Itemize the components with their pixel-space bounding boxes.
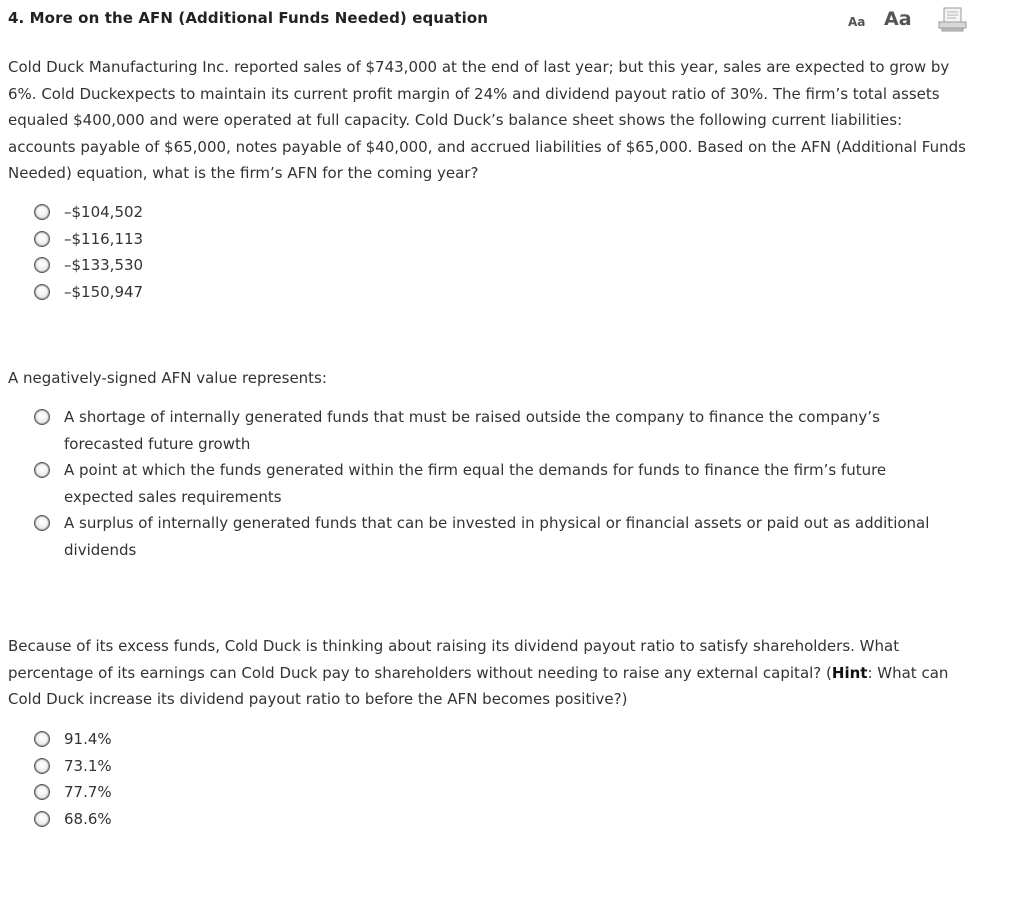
hint-label: Hint (831, 663, 868, 682)
part2-option-3[interactable] (34, 510, 944, 563)
part1-prompt: Cold Duck Manufacturing Inc. reported sales of $743,000 at the end of last year; but this year, sales are expected to grow by 6%. Cold Duckexpects to maintain its current profit margin of 24% and dividend payout ratio of 30%. The firm’s total assets equaled $400,000 and were operated at full capacity. Cold Duck’s balance sheet shows the following current liabilities: accounts payable of $65,000, notes payable of $40,000, and accrued liabilities of $65,000. Based on the AFN (Additional Funds Needed) equation, what is the firm’s AFN for the coming year? (8, 58, 966, 182)
part2-prompt: A negatively-signed AFN value represents: (8, 369, 327, 387)
part2-option-2[interactable] (34, 457, 944, 510)
option-label: A point at which the funds generated within the firm equal the demands for funds to finance the firm’s future expected sales requirements (64, 461, 887, 506)
part1-options (34, 199, 143, 305)
option-label: –$116,113 (64, 229, 144, 248)
question-title: 4. More on the AFN (Additional Funds Needed) equation (8, 9, 489, 27)
radio-button[interactable] (34, 231, 50, 247)
font-size-large-button[interactable]: Aa (884, 8, 912, 30)
part3-options (34, 726, 112, 832)
part3-prompt-text: Because of its excess funds, Cold Duck is thinking about raising its dividend payout ratio to satisfy shareholders. What percentage of its earnings can Cold Duck pay to shareholders without needing to raise any external capital? (8, 637, 900, 682)
radio-button[interactable] (34, 462, 50, 478)
option-label: 68.6% (64, 809, 112, 828)
radio-button[interactable] (34, 811, 50, 827)
part1-option-1[interactable] (34, 199, 143, 226)
part2-options (34, 404, 944, 563)
part3-option-2[interactable] (34, 753, 112, 780)
part1-option-2[interactable] (34, 226, 143, 253)
part1-option-3[interactable] (34, 252, 143, 279)
radio-button[interactable] (34, 758, 50, 774)
option-label: A shortage of internally generated funds that must be raised outside the company to finance the company’s forecasted future growth (64, 408, 880, 453)
hint-open: ( (826, 663, 832, 682)
hint-text: : What can Cold Duck increase its dividend payout ratio to before the AFN becomes positive?) (8, 663, 949, 708)
option-label: –$133,530 (64, 256, 144, 274)
question-header (8, 7, 1008, 33)
print-icon[interactable] (938, 7, 968, 33)
option-label: 77.7% (64, 783, 112, 801)
font-size-small-button[interactable]: Aa (848, 15, 866, 29)
part3-option-1[interactable] (34, 726, 112, 753)
option-label: 91.4% (64, 730, 112, 748)
option-label: 73.1% (64, 756, 112, 775)
radio-button[interactable] (34, 409, 50, 425)
part3-prompt (8, 633, 968, 713)
part3-option-4[interactable] (34, 806, 112, 833)
option-label: –$104,502 (64, 203, 144, 221)
radio-button[interactable] (34, 204, 50, 220)
part1-option-4[interactable] (34, 279, 143, 306)
part2-option-1[interactable] (34, 404, 944, 457)
radio-button[interactable] (34, 284, 50, 300)
radio-button[interactable] (34, 784, 50, 800)
radio-button[interactable] (34, 257, 50, 273)
part3-option-3[interactable] (34, 779, 112, 806)
radio-button[interactable] (34, 731, 50, 747)
option-label: A surplus of internally generated funds that can be invested in physical or financial assets or paid out as additional dividends (64, 514, 930, 559)
option-label: –$150,947 (64, 282, 144, 301)
radio-button[interactable] (34, 515, 50, 531)
